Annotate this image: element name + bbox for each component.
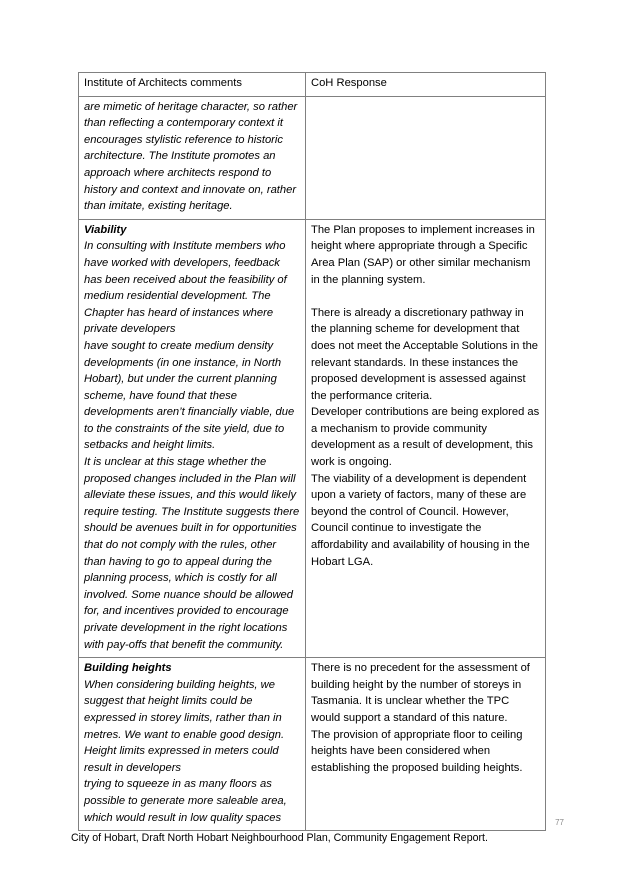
response-cell-viability (306, 219, 546, 657)
comment-subheading-building-heights: Building heights (84, 662, 172, 675)
response-paragraph: Developer contributions are being explored as a mechanism to provide community development as a result of development, this work is ongoing. (311, 406, 540, 469)
comment-cell-viability (79, 219, 306, 657)
comment-paragraph: have sought to create medium density developments (in one instance, in North Hobart), but under the current planning scheme, have found that these developments aren’t financially viable, due to the constraints of the site yield, due to setbacks and height limits. (84, 339, 295, 452)
comment-subheading-viability: Viability (84, 223, 127, 236)
column-header-institute-comments: Institute of Architects comments (79, 73, 306, 97)
comment-paragraph: In consulting with Institute members who have worked with developers, feedback has been received about the feasibility of medium residential development. The Chapter has heard of instances where private developers (84, 240, 287, 336)
page-number: 77 (555, 818, 564, 827)
comment-cell-continuation (79, 96, 306, 219)
response-paragraph: The provision of appropriate floor to ceiling heights have been considered when establishing the proposed building heights. (311, 728, 523, 774)
comments-response-table (78, 72, 546, 831)
comment-paragraph: When considering building heights, we suggest that height limits could be expressed in storey limits, rather than in metres. We want to enable good design. Height limits expressed in meters could result in developers (84, 678, 285, 774)
column-header-coh-response: CoH Response (306, 73, 546, 97)
comment-paragraph: are mimetic of heritage character, so rather than reflecting a contemporary context it encourages stylistic reference to historic architecture. The Institute promotes an approach where architects respond to history and context and innovate on, rather than imitate, existing heritage. (84, 100, 298, 213)
comment-paragraph: It is unclear at this stage whether the proposed changes included in the Plan will alleviate these issues, and this would likely require testing. The Institute suggests there should be avenues built in for opportunities that do not comply with the rules, other than having to go to appeal during the planning process, which is costly for all involved. Some nuance should be allowed for, and incentives provided to encourage private development in the right locations with pay-offs that benefit the community. (84, 456, 300, 651)
table-row (79, 658, 546, 831)
table-row (79, 96, 546, 219)
comment-paragraph: trying to squeeze in as many floors as possible to generate more saleable area, which would result in low quality spaces (84, 778, 287, 824)
response-cell-building-heights (306, 658, 546, 831)
response-paragraph: The viability of a development is dependent upon a variety of factors, many of these are beyond the control of Council. However, Council continue to investigate the affordability and availability of housing in the Hobart LGA. (311, 472, 530, 568)
document-footer: City of Hobart, Draft North Hobart Neighbourhood Plan, Community Engagement Report. (71, 832, 488, 844)
comment-cell-building-heights (79, 658, 306, 831)
response-paragraph: There is no precedent for the assessment of building height by the number of storeys in Tasmania. It is unclear whether the TPC would support a standard of this nature. (311, 662, 530, 724)
response-cell-empty (306, 96, 546, 219)
response-paragraph: The Plan proposes to implement increases in height where appropriate through a Specific Area Plan (SAP) or other similar mechanism in the planning system. (311, 223, 535, 286)
table-header-row (79, 73, 546, 97)
table-row (79, 219, 546, 657)
response-paragraph: There is already a discretionary pathway in the planning scheme for development that does not meet the Acceptable Solutions in the relevant standards. In these instances the proposed development is assessed against the performance criteria. (311, 306, 539, 402)
